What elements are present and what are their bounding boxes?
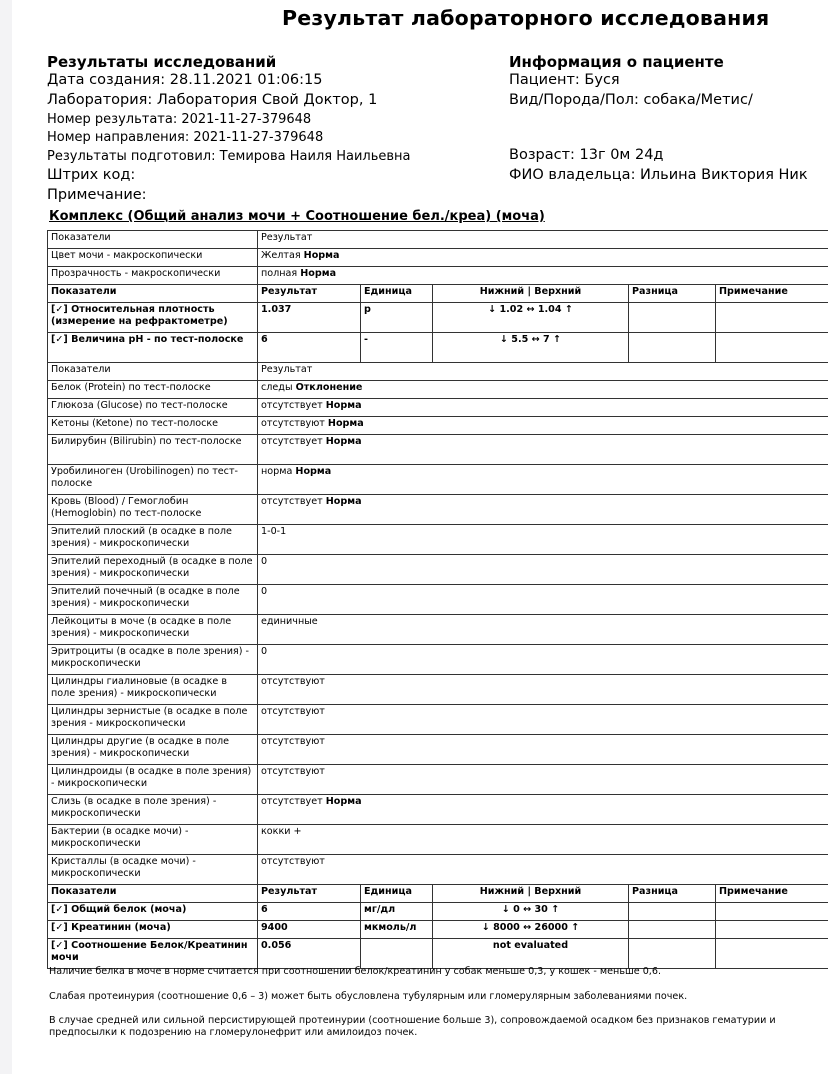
value-text: отсутствуют — [261, 676, 325, 687]
result-value — [258, 435, 828, 465]
col-indicator: Показатели — [48, 231, 258, 249]
indicator-name: Кетоны (Ketone) по тест-полоске — [48, 417, 258, 435]
col-diff: Разница — [629, 285, 716, 303]
complex-title: Комплекс (Общий анализ мочи + Соотношение бел./креа) (моча) — [49, 209, 545, 224]
reference-range: ↓ 0 ↔ 30 ↑ — [433, 903, 629, 921]
laboratory: Лаборатория: Лаборатория Свой Доктор, 1 — [47, 91, 378, 108]
indicator-name: Белок (Protein) по тест-полоске — [48, 381, 258, 399]
result-row — [48, 735, 828, 765]
result-row — [48, 645, 828, 675]
result-value — [258, 645, 828, 675]
result-value — [258, 417, 828, 435]
result-value — [258, 615, 828, 645]
result-value — [258, 495, 828, 525]
col-unit: Единица — [361, 285, 433, 303]
creation-date: Дата создания: 28.11.2021 01:06:15 — [47, 72, 323, 88]
indicator-name: Эпителий плоский (в осадке в поле зрения) - микроскопически — [48, 525, 258, 555]
unit-value: - — [361, 333, 433, 363]
reference-range: not evaluated — [433, 939, 629, 969]
difference-cell — [629, 303, 716, 333]
difference-cell — [629, 939, 716, 969]
result-value — [258, 399, 828, 417]
note-cell — [716, 939, 828, 969]
value-text: единичные — [261, 616, 318, 627]
value-text: отсутствует — [261, 796, 323, 807]
value-text: отсутствуют — [261, 736, 325, 747]
value-text: норма — [261, 466, 293, 477]
unit-value — [361, 939, 433, 969]
result-row — [48, 795, 828, 825]
results-heading: Результаты исследований — [47, 53, 277, 71]
result-value — [258, 249, 828, 267]
indicator-name: [✓] Соотношение Белок/Креатинин мочи — [48, 939, 258, 969]
unit-value: мг/дл — [361, 903, 433, 921]
status-flag: Норма — [303, 250, 340, 261]
result-row — [48, 555, 828, 585]
value-text: 0 — [261, 586, 268, 597]
checked-result-row — [48, 921, 828, 939]
full-header-row — [48, 285, 828, 303]
col-result: Результат — [258, 231, 828, 249]
result-value: 6 — [258, 903, 361, 921]
note-cell — [716, 921, 828, 939]
result-value — [258, 825, 828, 855]
status-flag: Норма — [325, 400, 362, 411]
indicator-name: Бактерии (в осадке мочи) - микроскопически — [48, 825, 258, 855]
status-flag: Норма — [325, 796, 362, 807]
note-label: Примечание: — [47, 186, 147, 203]
difference-cell — [629, 921, 716, 939]
result-value — [258, 795, 828, 825]
col-result: Результат — [258, 285, 361, 303]
result-row — [48, 435, 828, 465]
result-value: 9400 — [258, 921, 361, 939]
status-flag: Норма — [325, 436, 362, 447]
result-value — [258, 267, 828, 285]
indicator-name: Цилиндры гиалиновые (в осадке в поле зрения) - микроскопически — [48, 675, 258, 705]
report-title: Результат лабораторного исследования — [282, 6, 770, 30]
unit-value: р — [361, 303, 433, 333]
result-row — [48, 855, 828, 885]
patient-info-2 — [509, 146, 808, 185]
barcode-label: Штрих код: — [47, 167, 136, 183]
indicator-name: Цвет мочи - макроскопически — [48, 249, 258, 267]
note-cell — [716, 903, 828, 921]
value-text: 0 — [261, 556, 268, 567]
patient-heading: Информация о пациенте — [509, 53, 724, 71]
footnote: Наличие белка в моче в норме считается при соотношении белок/креатинин у собак меньше 0,3, у кошек - меньше 0,6. — [49, 966, 662, 977]
indicator-name: Билирубин (Bilirubin) по тест-полоске — [48, 435, 258, 465]
footnote: В случае средней или сильной персистирующей протеинурии (соотношение больше 3), сопровождаемой осадком без признаков гематурии и предпосылки к подозрению на гломерулонефрит или амилоидоз почек. — [49, 1015, 776, 1038]
result-row — [48, 525, 828, 555]
result-value — [258, 855, 828, 885]
value-text: 1-0-1 — [261, 526, 287, 537]
col-note: Примечание — [716, 885, 828, 903]
simple-header-row — [48, 231, 828, 249]
value-text: отсутствует — [261, 436, 323, 447]
note-cell — [716, 303, 828, 333]
result-row — [48, 705, 828, 735]
result-row — [48, 825, 828, 855]
value-text: полная — [261, 268, 298, 279]
result-row — [48, 381, 828, 399]
checked-result-row — [48, 333, 828, 363]
result-value — [258, 675, 828, 705]
unit-value: мкмоль/л — [361, 921, 433, 939]
indicator-name: Цилиндроиды (в осадке в поле зрения) - микроскопически — [48, 765, 258, 795]
result-value — [258, 705, 828, 735]
full-header-row — [48, 885, 828, 903]
difference-cell — [629, 903, 716, 921]
col-result: Результат — [258, 885, 361, 903]
checked-result-row — [48, 303, 828, 333]
checked-result-row — [48, 903, 828, 921]
value-text: кокки + — [261, 826, 302, 837]
simple-header-row — [48, 363, 828, 381]
result-row — [48, 615, 828, 645]
indicator-name: [✓] Относительная плотность (измерение на рефрактометре) — [48, 303, 258, 333]
indicator-name: Слизь (в осадке в поле зрения) - микроскопически — [48, 795, 258, 825]
indicator-name: Эритроциты (в осадке в поле зрения) - микроскопически — [48, 645, 258, 675]
prepared-by: Результаты подготовил: Темирова Наиля Наильевна — [47, 149, 411, 164]
value-text: отсутствуют — [261, 766, 325, 777]
value-text: отсутствует — [261, 400, 323, 411]
referral-number: Номер направления: 2021-11-27-379648 — [47, 130, 324, 145]
patient-age: Возраст: 13г 0м 24д — [509, 147, 664, 163]
indicator-name: Эпителий почечный (в осадке в поле зрения) - микроскопически — [48, 585, 258, 615]
value-text: 0 — [261, 646, 268, 657]
status-flag: Норма — [327, 418, 364, 429]
result-number: Номер результата: 2021-11-27-379648 — [47, 112, 312, 127]
indicator-name: [✓] Величина pH - по тест-полоске — [48, 333, 258, 363]
patient-info — [509, 53, 753, 110]
col-range: Нижний | Верхний — [433, 885, 629, 903]
value-text: Желтая — [261, 250, 301, 261]
indicator-name: Цилиндры зернистые (в осадке в поле зрения - микроскопически — [48, 705, 258, 735]
reference-range: ↓ 8000 ↔ 26000 ↑ — [433, 921, 629, 939]
result-value: 6 — [258, 333, 361, 363]
indicator-name: Глюкоза (Glucose) по тест-полоске — [48, 399, 258, 417]
results-info — [47, 53, 411, 205]
col-result: Результат — [258, 363, 828, 381]
indicator-name: Цилиндры другие (в осадке в поле зрения) - микроскопически — [48, 735, 258, 765]
result-value — [258, 585, 828, 615]
patient-species: Вид/Порода/Пол: собака/Метис/ — [509, 91, 753, 108]
footnote: Слабая протеинурия (соотношение 0,6 – 3) может быть обусловлена тубулярным или гломерулярным заболеваниями почек. — [49, 991, 688, 1002]
owner-name: ФИО владельца: Ильина Виктория Ник — [509, 166, 808, 183]
indicator-name: Кровь (Blood) / Гемоглобин (Hemoglobin) по тест-полоске — [48, 495, 258, 525]
value-text: следы — [261, 382, 293, 393]
result-row — [48, 249, 828, 267]
reference-range: ↓ 1.02 ↔ 1.04 ↑ — [433, 303, 629, 333]
results-table — [47, 230, 828, 969]
result-value — [258, 381, 828, 399]
status-flag: Норма — [325, 496, 362, 507]
result-row — [48, 465, 828, 495]
difference-cell — [629, 333, 716, 363]
result-row — [48, 267, 828, 285]
indicator-name: [✓] Креатинин (моча) — [48, 921, 258, 939]
indicator-name: Прозрачность - макроскопически — [48, 267, 258, 285]
status-flag: Отклонение — [295, 382, 363, 393]
indicator-name: Эпителий переходный (в осадке в поле зрения) - микроскопически — [48, 555, 258, 585]
col-indicator: Показатели — [48, 885, 258, 903]
result-value — [258, 525, 828, 555]
status-flag: Норма — [300, 268, 337, 279]
col-indicator: Показатели — [48, 285, 258, 303]
value-text: отсутствуют — [261, 418, 325, 429]
indicator-name: [✓] Общий белок (моча) — [48, 903, 258, 921]
value-text: отсутствуют — [261, 856, 325, 867]
result-value: 1.037 — [258, 303, 361, 333]
result-row — [48, 495, 828, 525]
result-row — [48, 585, 828, 615]
patient-name: Пациент: Буся — [509, 72, 620, 88]
result-value — [258, 735, 828, 765]
result-value — [258, 765, 828, 795]
result-row — [48, 417, 828, 435]
indicator-name: Кристаллы (в осадке мочи) - микроскопически — [48, 855, 258, 885]
status-flag: Норма — [295, 466, 332, 477]
indicator-name: Уробилиноген (Urobilinogen) по тест-полоске — [48, 465, 258, 495]
col-unit: Единица — [361, 885, 433, 903]
result-value — [258, 555, 828, 585]
note-cell — [716, 333, 828, 363]
indicator-name: Лейкоциты в моче (в осадке в поле зрения) - микроскопически — [48, 615, 258, 645]
col-indicator: Показатели — [48, 363, 258, 381]
reference-range: ↓ 5.5 ↔ 7 ↑ — [433, 333, 629, 363]
checked-result-row — [48, 939, 828, 969]
value-text: отсутствуют — [261, 706, 325, 717]
value-text: отсутствует — [261, 496, 323, 507]
result-value: 0.056 — [258, 939, 361, 969]
result-value — [258, 465, 828, 495]
col-note: Примечание — [716, 285, 828, 303]
report-page — [12, 0, 828, 1074]
col-range: Нижний | Верхний — [433, 285, 629, 303]
col-diff: Разница — [629, 885, 716, 903]
result-row — [48, 675, 828, 705]
result-row — [48, 399, 828, 417]
result-row — [48, 765, 828, 795]
